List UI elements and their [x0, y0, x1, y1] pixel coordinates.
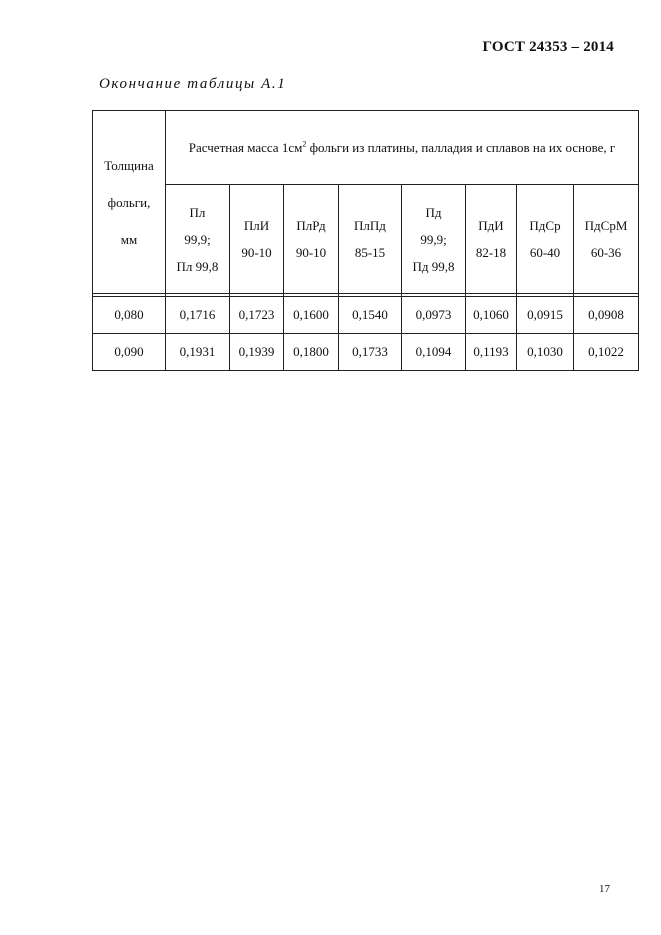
alloy-header [339, 185, 402, 294]
standard-number: ГОСТ 24353 – 2014 [482, 39, 614, 55]
alloy-header [517, 185, 574, 294]
thickness-header-line: Толщина [104, 157, 154, 173]
table-row [93, 297, 639, 334]
alloy-header [284, 185, 339, 294]
mass-cell: 0,1600 [284, 297, 339, 334]
thickness-header-line: фольги, [107, 194, 151, 210]
mass-cell: 0,1716 [166, 297, 230, 334]
mass-group-header-text-cont: фольги из платины, палладия и сплавов на их основе, г [306, 139, 616, 155]
mass-cell: 0,1094 [402, 334, 466, 371]
mass-cell: 0,0915 [517, 297, 574, 334]
alloy-header-line: ПдСр [529, 218, 561, 233]
page-number: 17 [599, 883, 610, 895]
mass-cell: 0,1540 [339, 297, 402, 334]
mass-cell: 0,1022 [574, 334, 639, 371]
mass-cell: 0,1939 [230, 334, 284, 371]
mass-cell: 0,1733 [339, 334, 402, 371]
foil-mass-table [92, 110, 639, 371]
alloy-header-line: Пд [425, 204, 442, 220]
mass-cell: 0,1030 [517, 334, 574, 371]
alloy-header [466, 185, 517, 294]
mass-group-header [166, 111, 639, 185]
mass-cell: 0,1723 [230, 297, 284, 334]
alloy-header-line: ПлРд [296, 218, 326, 233]
table-caption: Окончание таблицы А.1 [99, 76, 287, 92]
mass-cell: 0,1193 [466, 334, 517, 371]
thickness-cell: 0,080 [93, 297, 166, 334]
alloy-header-line: 82-18 [475, 245, 507, 260]
alloy-header-line: ПлИ [243, 218, 270, 233]
thickness-header [93, 111, 166, 294]
alloy-header-line: 90-10 [241, 245, 272, 260]
thickness-cell: 0,090 [93, 334, 166, 371]
alloy-header-line: 99,9; [420, 231, 447, 247]
alloy-header-line: Пл [189, 204, 206, 220]
alloy-header-line: 85-15 [354, 245, 386, 260]
mass-group-header-text: Расчетная масса 1см [188, 139, 303, 155]
alloy-header [574, 185, 639, 294]
alloy-header [402, 185, 466, 294]
mass-cell: 0,0908 [574, 297, 639, 334]
alloy-header-line: 60-40 [529, 245, 561, 260]
mass-cell: 0,0973 [402, 297, 466, 334]
mass-cell: 0,1060 [466, 297, 517, 334]
alloy-header [230, 185, 284, 294]
alloy-header-line: 99,9; [184, 231, 211, 247]
alloy-header-line: Пд 99,8 [412, 258, 455, 274]
alloy-header-line: ПлПд [354, 218, 386, 233]
alloy-header [166, 185, 230, 294]
table-row [93, 334, 639, 371]
alloy-header-line: 60-36 [590, 245, 622, 260]
thickness-header-line: мм [120, 231, 138, 247]
alloy-header-line: ПдСрМ [584, 218, 628, 233]
mass-cell: 0,1931 [166, 334, 230, 371]
alloy-header-line: ПдИ [478, 218, 504, 233]
unit-superscript: 2 [302, 139, 307, 149]
alloy-header-line: Пл 99,8 [176, 258, 219, 274]
mass-cell: 0,1800 [284, 334, 339, 371]
alloy-header-line: 90-10 [295, 245, 327, 260]
